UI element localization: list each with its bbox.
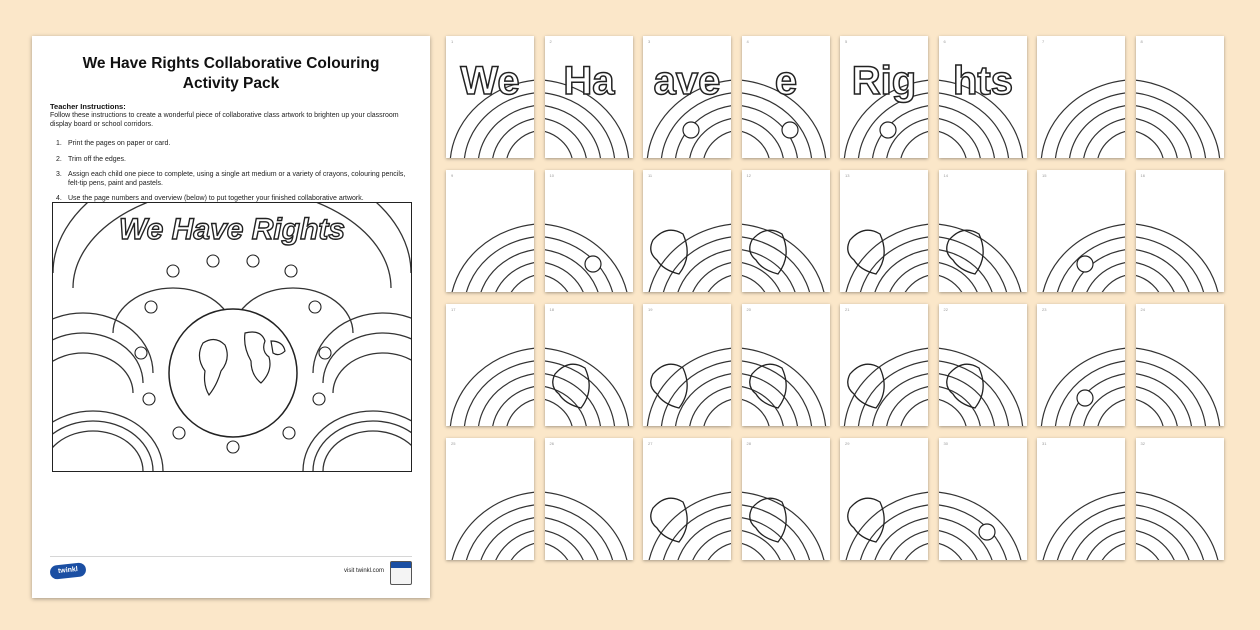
tile-page-number: 20 [746,307,751,312]
colouring-page-tile [545,438,633,560]
tile-line-art [840,438,928,560]
tile-line-art [545,438,633,560]
tile-page-number: 13 [845,173,850,178]
colouring-page-tile [1136,170,1224,292]
colouring-page-tile [742,304,830,426]
banner-letter: ave [653,59,721,103]
rainbow-arcs [1136,224,1220,292]
colouring-page-tile [939,170,1027,292]
banner-letter: Rig [851,59,917,103]
colouring-page-tile [643,170,731,292]
colouring-page-tile [545,170,633,292]
tile-page-number: 10 [549,173,554,178]
tile-line-art [742,304,830,426]
colouring-page-tile [643,36,731,158]
colouring-tiles-grid [446,36,1234,582]
rainbow-arcs [545,492,629,560]
colouring-page-tile [446,36,534,158]
tile-line-art [545,304,633,426]
tile-page-number: 29 [845,441,850,446]
tile-page-number: 24 [1140,307,1145,312]
footer-link[interactable]: visit twinkl.com [343,568,384,574]
tile-page-number: 18 [549,307,554,312]
banner-letter: e [774,59,797,103]
colouring-page-tile [446,170,534,292]
colouring-page-tile [742,438,830,560]
rainbow-arcs [939,348,1023,426]
colouring-page-tile [643,304,731,426]
rainbow-arcs [647,348,731,426]
rainbow-arcs [939,492,1023,560]
tile-page-number: 22 [943,307,948,312]
tile-line-art [1037,438,1125,560]
globe-fragment [552,364,588,408]
tile-line-art [1136,36,1224,158]
tile-page-number: 30 [943,441,948,446]
banner-letter: We [460,59,520,103]
footer-divider [50,556,412,557]
overview-banner-text: We Have Rights [118,213,346,246]
tile-line-art [840,304,928,426]
tile-page-number: 8 [1140,39,1143,44]
tile-page-number: 5 [845,39,848,44]
rainbow-arcs [545,224,629,292]
twinkl-logo [49,562,86,580]
child-figure [1077,256,1093,272]
colouring-page-tile [545,36,633,158]
step-item [50,140,410,149]
colouring-page-tile [1037,438,1125,560]
tile-page-number: 14 [943,173,948,178]
rainbow-arcs [742,348,826,426]
child-figure [585,256,601,272]
globe-fragment [749,364,785,408]
colouring-page-tile [1037,36,1125,158]
step-item [50,156,410,165]
title-line-2: Activity Pack [182,75,280,92]
step-number: 3. [56,171,62,178]
colouring-page-tile [840,438,928,560]
tile-line-art [840,36,928,158]
tile-line-art [939,438,1027,560]
page-title [52,54,410,94]
tile-page-number: 11 [648,173,653,178]
tile-line-art [939,304,1027,426]
rainbow-arcs [742,492,826,560]
tile-page-number: 6 [943,39,946,44]
instructions-intro: Follow these instructions to create a wonderful piece of collaborative class artwork to brighten up your classroom display board or school corridors. [50,112,399,128]
colouring-page-tile [939,36,1027,158]
globe-fragment [848,230,884,274]
child-figure [782,122,798,138]
tile-page-number: 21 [845,307,850,312]
colouring-page-tile [1136,438,1224,560]
logo-text: twinkl [57,565,79,576]
colouring-page-tile [742,36,830,158]
instruction-steps [50,140,410,211]
title-line-1: We Have Rights Collaborative Colouring [82,55,380,72]
child-figure [880,122,896,138]
colouring-page-tile [840,36,928,158]
tile-line-art [643,36,731,158]
tile-line-art [446,36,534,158]
globe-fragment [651,498,687,542]
tile-line-art [446,438,534,560]
tile-line-art [1037,36,1125,158]
tile-line-art [643,304,731,426]
colouring-page-tile [446,438,534,560]
colouring-page-tile [939,438,1027,560]
child-figure [1077,390,1093,406]
tile-page-number: 7 [1042,39,1045,44]
globe-fragment [946,364,982,408]
tile-line-art [939,36,1027,158]
tile-line-art [840,170,928,292]
artwork-overview [52,202,412,472]
colouring-page-tile [545,304,633,426]
tile-page-number: 3 [648,39,651,44]
colouring-page-tile [939,304,1027,426]
colouring-page-tile [840,304,928,426]
tile-line-art [643,170,731,292]
banner-letter: Ha [562,59,615,103]
step-item [50,171,410,188]
colouring-page-tile [446,304,534,426]
tile-line-art [1136,304,1224,426]
tile-line-art [1037,304,1125,426]
rainbow-arcs [1041,348,1125,426]
rainbow-arcs [1136,348,1220,426]
step-number: 4. [56,195,62,202]
tile-page-number: 32 [1140,441,1145,446]
tile-page-number: 1 [451,39,454,44]
tile-page-number: 16 [1140,173,1145,178]
step-text: Assign each child one piece to complete, using a single art medium or a variety of crayons, colouring pencils, felt-tip pens, paint and pastels. [68,171,406,187]
tile-line-art [1136,438,1224,560]
rainbow-arcs [450,348,534,426]
instructions-heading: Teacher Instructions: [50,102,126,111]
colouring-page-tile [1037,304,1125,426]
colouring-page-tile [840,170,928,292]
child-figure [979,524,995,540]
tile-page-number: 28 [746,441,751,446]
tile-page-number: 26 [549,441,554,446]
colouring-page-tile [742,170,830,292]
globe-fragment [848,498,884,542]
tile-page-number: 2 [549,39,552,44]
tile-line-art [545,170,633,292]
tile-line-art [1037,170,1125,292]
rainbow-arcs [1041,492,1125,560]
tile-line-art [742,438,830,560]
banner-letter: hts [952,59,1013,103]
tile-line-art [545,36,633,158]
child-figure [683,122,699,138]
colouring-page-tile [1037,170,1125,292]
tile-line-art [643,438,731,560]
tile-page-number: 9 [451,173,454,178]
tile-line-art [742,170,830,292]
tile-page-number: 31 [1042,441,1047,446]
tile-line-art [742,36,830,158]
rainbow-arcs [1136,492,1220,560]
tile-line-art [446,304,534,426]
tile-page-number: 25 [451,441,456,446]
colouring-page-tile [643,438,731,560]
tile-page-number: 12 [746,173,751,178]
rainbow-arcs [450,492,534,560]
step-text: Trim off the edges. [68,155,126,163]
tile-page-number: 27 [648,441,653,446]
colouring-page-tile [1136,304,1224,426]
colouring-page-tile [1136,36,1224,158]
overview-illustration [53,203,411,471]
rainbow-arcs [1041,80,1125,158]
step-number: 1. [56,140,62,147]
rainbow-arcs [545,348,629,426]
activity-pack-page [32,36,430,598]
tile-line-art [1136,170,1224,292]
tile-page-number: 4 [746,39,749,44]
tile-line-art [446,170,534,292]
tile-line-art [939,170,1027,292]
step-text: Use the page numbers and overview (below) to put together your finished collaborative artwork. [68,195,364,202]
tile-page-number: 23 [1042,307,1047,312]
rainbow-arcs [742,224,826,292]
rainbow-arcs [939,224,1023,292]
rainbow-arcs [1136,80,1220,158]
globe [169,309,297,437]
step-text: Print the pages on paper or card. [68,140,171,147]
tile-page-number: 19 [648,307,653,312]
rainbow-arcs [450,224,534,292]
step-number: 2. [56,155,62,163]
tile-page-number: 17 [451,307,456,312]
globe-fragment [651,230,687,274]
tile-page-number: 15 [1042,173,1047,178]
rainbow-arcs [844,348,928,426]
quality-badge-icon [390,561,412,585]
